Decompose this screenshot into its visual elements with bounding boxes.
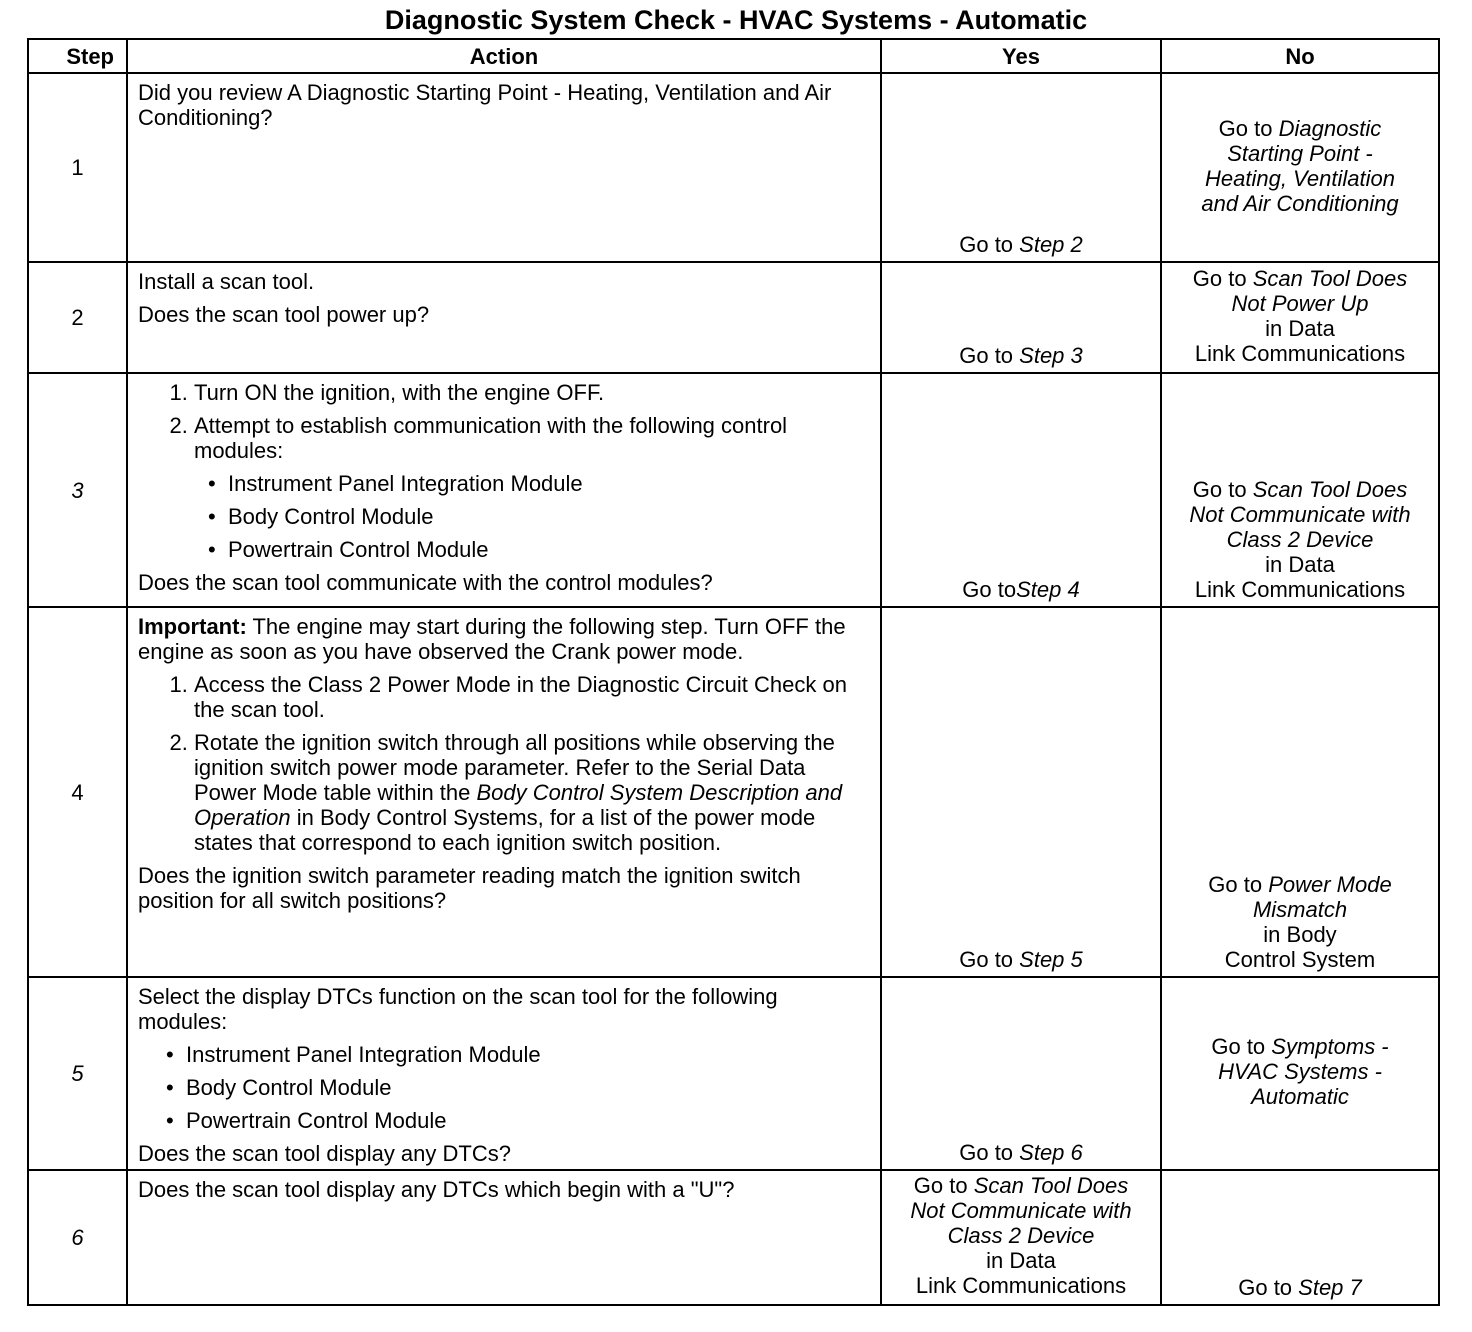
italic-reference: Step 3 [1019, 343, 1083, 368]
bullet-list [138, 471, 870, 562]
list-item: • Powertrain Control Module [228, 537, 870, 562]
step-number: 5 [28, 977, 127, 1170]
italic-reference: Not Communicate with [1189, 502, 1411, 527]
action-paragraph [138, 570, 870, 595]
numbered-list [138, 380, 870, 463]
italic-reference: Body Control System Description and Operation [194, 780, 843, 830]
no-cell [1161, 262, 1439, 373]
text-run: Go to [962, 577, 1017, 602]
text-run: Go to [1218, 115, 1279, 141]
text-run: Link Communications [915, 1273, 1127, 1298]
action-cell [127, 1170, 881, 1305]
cell-line [1172, 341, 1428, 366]
action-cell [127, 73, 881, 262]
text-run: The engine may start during the following step. Turn OFF the engine as soon as you have observed the Crank power mode. [138, 614, 846, 664]
cell-line [892, 1140, 1150, 1165]
text-run: Go to [1211, 1034, 1272, 1059]
table-row [28, 73, 1439, 262]
action-cell [127, 262, 881, 373]
step-number: 2 [28, 262, 127, 373]
header-row [28, 39, 1439, 73]
list-item [194, 730, 870, 855]
text-run: Does the scan tool power up? [138, 302, 430, 327]
step-number: 6 [28, 1170, 127, 1305]
italic-reference: Step 4 [1016, 577, 1080, 602]
table-row [28, 607, 1439, 977]
text-run: Install a scan tool. [138, 269, 315, 294]
text-run: Does the scan tool display any DTCs? [138, 1141, 511, 1166]
cell-line [1172, 947, 1428, 972]
italic-reference: Class 2 Device [1226, 527, 1374, 552]
italic-reference: Starting Point - [1227, 140, 1373, 166]
cell-line [892, 1223, 1150, 1248]
no-cell [1161, 1170, 1439, 1305]
text-run: Go to [913, 1173, 974, 1198]
action-paragraph [138, 1177, 870, 1202]
header-action: Action [127, 39, 881, 73]
text-run: in Body [1263, 922, 1337, 947]
cell-line [1172, 577, 1428, 602]
action-paragraph [138, 1141, 870, 1166]
cell-line [1172, 316, 1428, 341]
header-step: Step [28, 39, 127, 73]
step-number: 3 [28, 373, 127, 607]
cell-line [1172, 897, 1428, 922]
yes-cell [881, 607, 1161, 977]
cell-line [1172, 1034, 1428, 1059]
cell-line [1172, 477, 1428, 502]
bullet-list [138, 1042, 870, 1133]
table-row [28, 977, 1439, 1170]
cell-line [1172, 166, 1428, 191]
step-number: 1 [28, 73, 127, 262]
italic-reference: Scan Tool Does [1252, 477, 1408, 502]
text-run: Rotate the ignition switch through all positions while observing the ignition switch power mode parameter. Refer to the Serial Data Power Mode table within the [194, 730, 835, 805]
text-run: Go to [1238, 1275, 1299, 1300]
italic-reference: and Air Conditioning [1201, 190, 1399, 216]
italic-reference: Class 2 Device [947, 1223, 1095, 1248]
cell-line [1172, 502, 1428, 527]
action-paragraph [138, 80, 870, 130]
table-row [28, 373, 1439, 607]
cell-line [1172, 1084, 1428, 1109]
cell-line [892, 1248, 1150, 1273]
cell-line [1172, 872, 1428, 897]
italic-reference: Heating, Ventilation [1205, 165, 1395, 191]
italic-reference: Diagnostic [1278, 115, 1382, 141]
text-run: in Body Control Systems, for a list of the power mode states that correspond to each ignition switch position. [194, 805, 816, 855]
italic-reference: Not Power Up [1231, 290, 1369, 316]
text-run: Go to [959, 947, 1020, 972]
text-run: in Data [986, 1248, 1056, 1273]
action-cell [127, 607, 881, 977]
header-yes: Yes [881, 39, 1161, 73]
text-run: Link Communications [1194, 577, 1406, 602]
text-run: Go to [959, 232, 1020, 257]
cell-line [1172, 552, 1428, 577]
list-item: 2. Attempt to establish communication with the following control modules: [194, 413, 870, 463]
text-run: in Data [1265, 552, 1335, 577]
italic-reference: Automatic [1251, 1084, 1349, 1109]
italic-reference: HVAC Systems - [1218, 1059, 1382, 1084]
text-run: Does the ignition switch parameter reading match the ignition switch position for all switch positions? [138, 863, 801, 913]
list-item: 1. Turn ON the ignition, with the engine OFF. [194, 380, 870, 405]
italic-reference: Step 6 [1019, 1140, 1083, 1165]
yes-cell [881, 73, 1161, 262]
cell-line [1172, 141, 1428, 166]
text-run: Go to [1192, 265, 1253, 291]
list-item: 1. Access the Class 2 Power Mode in the Diagnostic Circuit Check on the scan tool. [194, 672, 870, 722]
yes-cell [881, 262, 1161, 373]
no-cell [1161, 73, 1439, 262]
cell-line [1172, 116, 1428, 141]
italic-reference: Power Mode [1268, 872, 1392, 897]
text-run: Does the scan tool communicate with the control modules? [138, 570, 713, 595]
cell-line [1172, 922, 1428, 947]
text-run: Control System [1224, 947, 1376, 972]
header-no: No [1161, 39, 1439, 73]
list-item: • Powertrain Control Module [186, 1108, 870, 1133]
text-run: in Data [1265, 315, 1335, 341]
italic-reference: Step 5 [1019, 947, 1083, 972]
yes-cell [881, 977, 1161, 1170]
diagnostic-table [27, 38, 1440, 1306]
text-run: Did you review A Diagnostic Starting Point - Heating, Ventilation and Air Conditioning? [138, 80, 832, 130]
italic-reference: Not Communicate with [910, 1198, 1132, 1223]
no-cell [1161, 607, 1439, 977]
action-cell [127, 977, 881, 1170]
list-item: • Body Control Module [228, 504, 870, 529]
no-cell [1161, 977, 1439, 1170]
cell-line [1172, 1275, 1428, 1300]
list-item: • Instrument Panel Integration Module [186, 1042, 870, 1067]
action-paragraph [138, 984, 870, 1034]
yes-cell [881, 1170, 1161, 1305]
text-run: Go to [1192, 477, 1253, 502]
italic-reference: Scan Tool Does [1252, 265, 1408, 291]
cell-line [1172, 291, 1428, 316]
table-row [28, 1170, 1439, 1305]
italic-reference: Symptoms - [1271, 1034, 1389, 1059]
action-paragraph [138, 863, 870, 913]
cell-line [892, 577, 1150, 602]
cell-line [1172, 527, 1428, 552]
cell-line [892, 232, 1150, 257]
step-number: 4 [28, 607, 127, 977]
list-item: • Body Control Module [186, 1075, 870, 1100]
cell-line [1172, 191, 1428, 216]
text-run: Select the display DTCs function on the scan tool for the following modules: [138, 984, 778, 1034]
list-item: • Instrument Panel Integration Module [228, 471, 870, 496]
italic-reference: Step 7 [1298, 1275, 1362, 1300]
numbered-list [138, 672, 870, 855]
action-cell [127, 373, 881, 607]
cell-line [1172, 1059, 1428, 1084]
cell-line [1172, 266, 1428, 291]
cell-line [892, 947, 1150, 972]
yes-cell [881, 373, 1161, 607]
action-paragraph [138, 269, 870, 294]
table-row [28, 262, 1439, 373]
text-run: Does the scan tool display any DTCs which begin with a "U"? [138, 1177, 735, 1202]
cell-line [892, 1273, 1150, 1298]
italic-reference: Scan Tool Does [973, 1173, 1129, 1198]
bold-text: Important: [138, 614, 247, 639]
no-cell [1161, 373, 1439, 607]
text-run: Link Communications [1194, 340, 1406, 366]
action-paragraph [138, 614, 870, 664]
action-paragraph [138, 302, 870, 327]
text-run: Go to [959, 1140, 1020, 1165]
text-run: Go to [959, 343, 1020, 368]
page-title: Diagnostic System Check - HVAC Systems - Automatic [384, 5, 1088, 35]
cell-line [892, 1173, 1150, 1198]
cell-line [892, 343, 1150, 368]
italic-reference: Mismatch [1252, 897, 1348, 922]
italic-reference: Step 2 [1019, 232, 1083, 257]
text-run: Go to [1208, 872, 1269, 897]
cell-line [892, 1198, 1150, 1223]
